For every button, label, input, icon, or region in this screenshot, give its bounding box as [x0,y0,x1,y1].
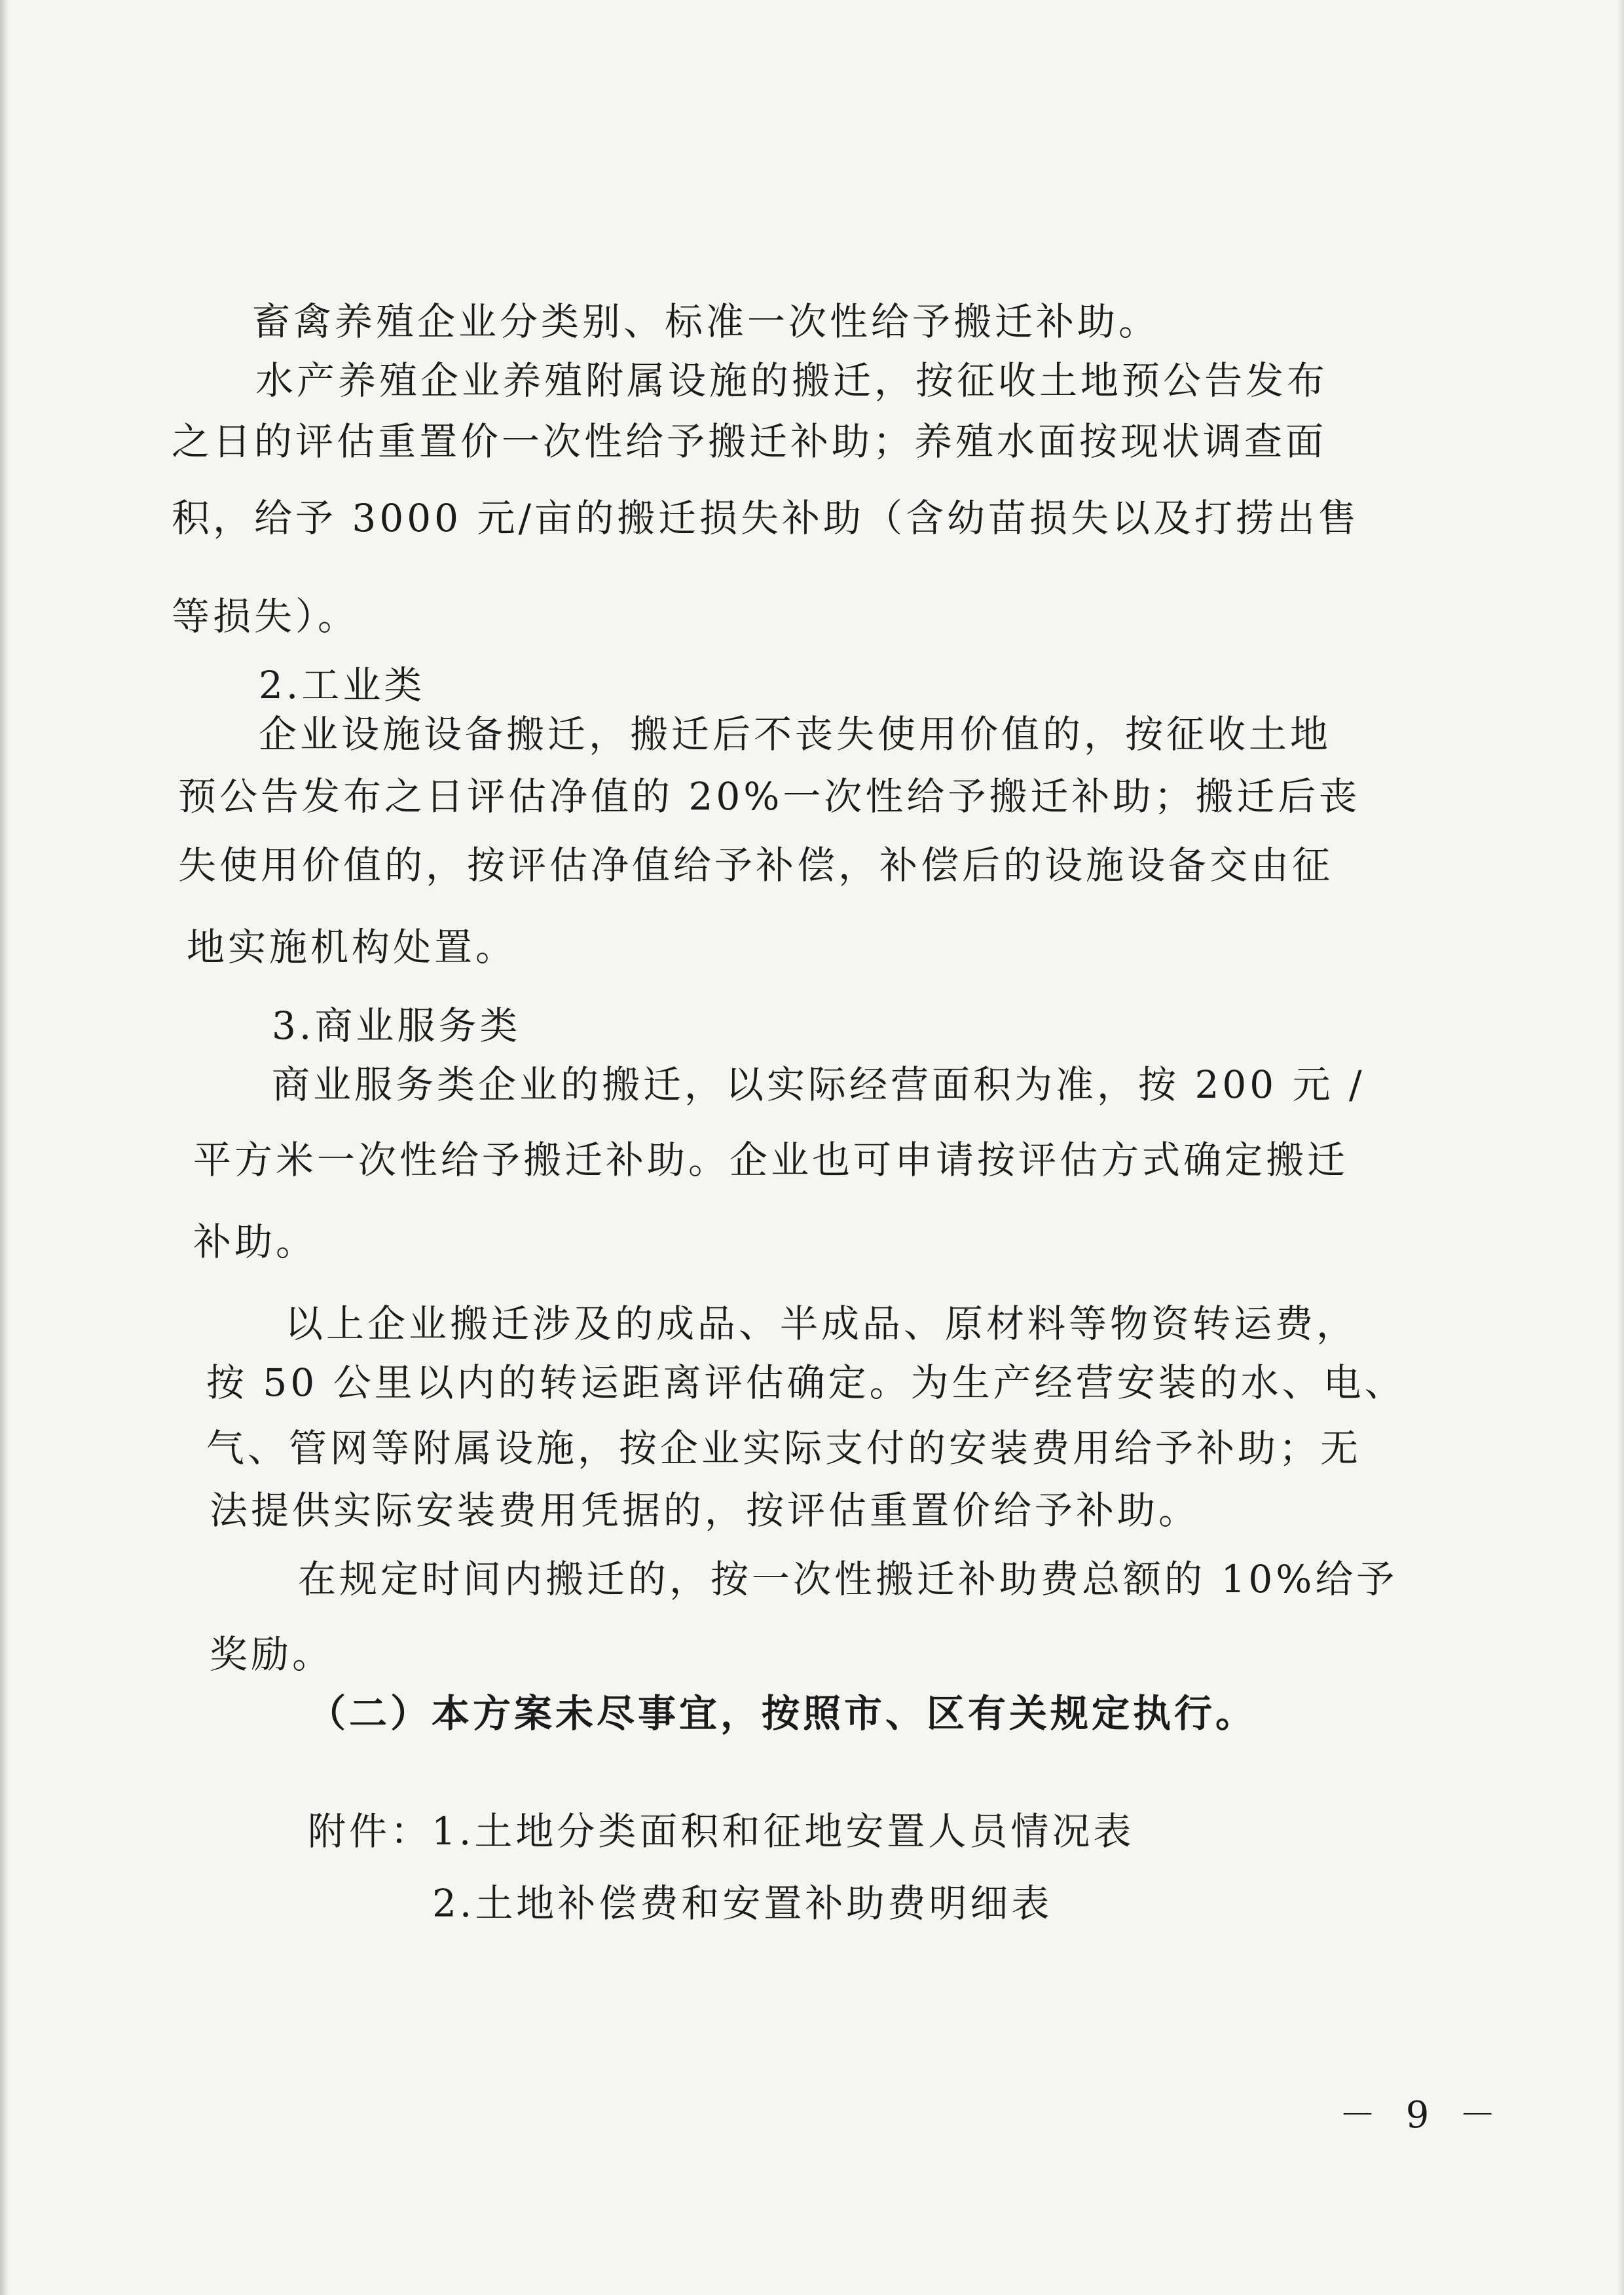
attachment-line-2: 2.土地补偿费和安置补助费明细表 [432,1881,1053,1926]
text-line-4: 积，给予 3000 元/亩的搬迁损失补助（含幼苗损失以及打捞出售 [172,496,1360,540]
section-heading-other: （二）本方案未尽事宜，按照市、区有关规定执行。 [308,1691,1257,1736]
text-line-8: 预公告发布之日评估净值的 20%一次性给予搬迁补助；搬迁后丧 [178,774,1361,819]
text-line-13: 平方米一次性给予搬迁补助。企业也可申请按评估方式确定搬迁 [193,1138,1349,1182]
text-line-19: 在规定时间内搬迁的，按一次性搬迁补助费总额的 10%给予 [298,1557,1398,1601]
attachment-line-1: 附件：1.土地分类面积和征地安置人员情况表 [308,1809,1135,1854]
text-line-9: 失使用价值的，按评估净值给予补偿，补偿后的设施设备交由征 [178,843,1334,887]
text-line-20: 奖励。 [210,1632,334,1677]
text-line-14: 补助。 [193,1220,318,1264]
text-line-10: 地实施机构处置。 [187,925,517,969]
page-number: － 9 － [1339,2094,1505,2136]
scan-edge-right [1617,0,1624,2295]
text-line-18: 法提供实际安装费用凭据的，按评估重置价给予补助。 [210,1488,1200,1533]
section-heading-commercial: 3.商业服务类 [272,1003,521,1048]
scan-edge-left [0,0,9,2295]
text-line-17: 气、管网等附属设施，按企业实际支付的安装费用给予补助；无 [206,1426,1362,1470]
text-line-7: 企业设施设备搬迁，搬迁后不丧失使用价值的，按征收土地 [259,712,1332,756]
text-line-3: 之日的评估重置价一次性给予搬迁补助；养殖水面按现状调查面 [172,419,1327,464]
text-line-16: 按 50 公里以内的转运距离评估确定。为生产经营安装的水、电、 [206,1360,1406,1405]
text-line-15: 以上企业搬迁涉及的成品、半成品、原材料等物资转运费， [285,1301,1358,1346]
text-line-1: 畜禽养殖企业分类别、标准一次性给予搬迁补助。 [252,299,1160,344]
text-line-2: 水产养殖企业养殖附属设施的搬迁，按征收土地预公告发布 [255,358,1329,403]
section-heading-industrial: 2.工业类 [259,663,426,707]
text-line-12: 商业服务类企业的搬迁，以实际经营面积为准，按 200 元 / [272,1062,1365,1107]
text-line-5: 等损失）。 [172,594,360,639]
